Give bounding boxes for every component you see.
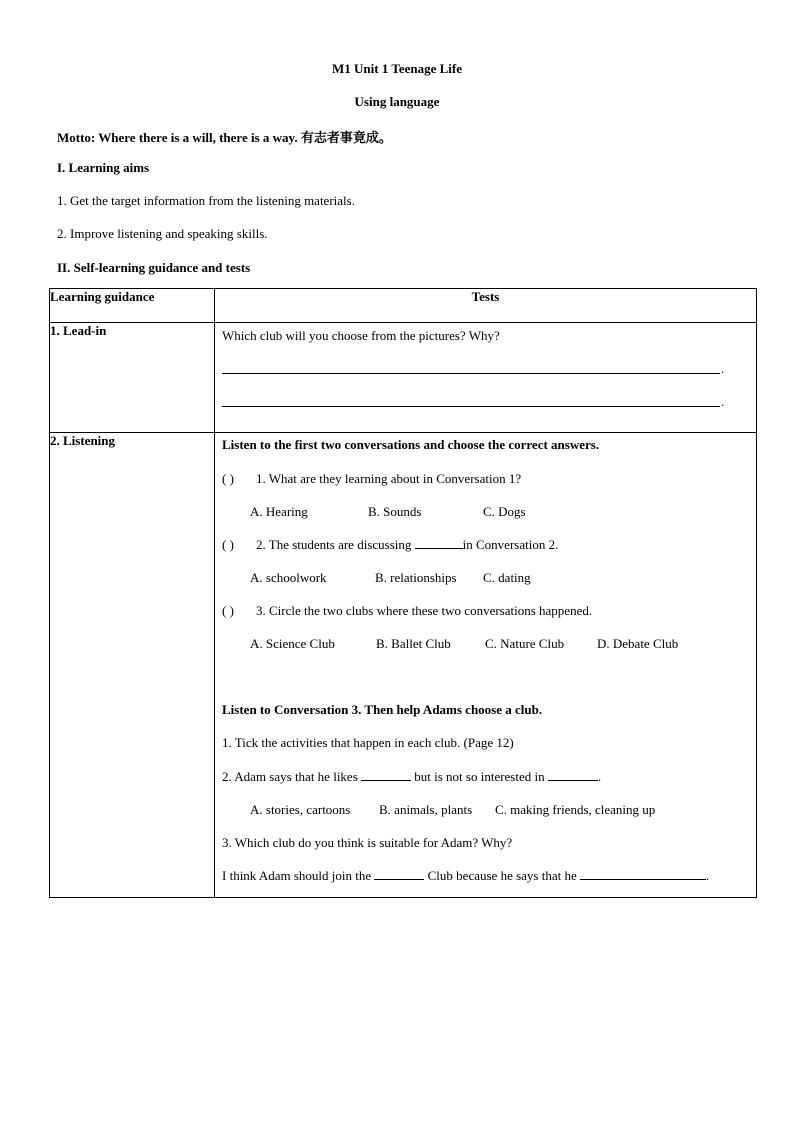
- page-title: M1 Unit 1 Teenage Life: [332, 61, 462, 76]
- q3-text: 3. Circle the two clubs where these two conversations happened.: [256, 603, 593, 618]
- q3-answer-paren[interactable]: ( ): [222, 603, 234, 618]
- table-header-row: [50, 289, 757, 323]
- aim-2: 2. Improve listening and speaking skills.: [57, 226, 268, 241]
- header-tests: Tests: [215, 289, 757, 323]
- q1-text: 1. What are they learning about in Conversation 1?: [256, 471, 522, 486]
- q2-blank[interactable]: [415, 537, 463, 549]
- task-4-text: [222, 868, 709, 884]
- answer-line-2-end: .: [721, 394, 725, 409]
- leadin-cell: [215, 323, 757, 433]
- listening-instruction-2: Listen to Conversation 3. Then help Adams choose a club.: [222, 702, 543, 717]
- task-4-after: .: [705, 868, 710, 883]
- q2-answer-paren[interactable]: ( ): [222, 537, 234, 552]
- q2-text-after: in Conversation 2.: [462, 537, 559, 552]
- task-2-option-b: B. animals, plants: [379, 802, 473, 817]
- task-2-option-a: A. stories, cartoons: [250, 802, 351, 817]
- task-3-text: 3. Which club do you think is suitable for Adam? Why?: [222, 835, 513, 850]
- q2-text-before: 2. The students are discussing: [256, 537, 415, 552]
- task-2-option-c: C. making friends, cleaning up: [495, 802, 656, 817]
- guidance-table: [49, 288, 757, 898]
- q1-option-a: A. Hearing: [250, 504, 308, 519]
- q1-option-b: B. Sounds: [368, 504, 422, 519]
- listening-label: 2. Listening: [50, 433, 215, 898]
- task-2-before: 2. Adam says that he likes: [222, 769, 362, 784]
- task-4-before: I think Adam should join the: [222, 868, 375, 883]
- q2-option-a: A. schoolwork: [250, 570, 327, 585]
- q2-option-c: C. dating: [483, 570, 531, 585]
- task-2-text: [222, 769, 601, 785]
- task-2-blank-2[interactable]: [548, 769, 598, 781]
- task-2-middle: but is not so interested in: [411, 769, 548, 784]
- q3-option-c: C. Nature Club: [485, 636, 565, 651]
- aim-1: 1. Get the target information from the listening materials.: [57, 193, 355, 208]
- listening-row: [50, 433, 757, 898]
- leadin-question: Which club will you choose from the pictures? Why?: [222, 328, 500, 343]
- section2-heading: II. Self-learning guidance and tests: [57, 260, 251, 275]
- q3-option-d: D. Debate Club: [597, 636, 679, 651]
- answer-line-1[interactable]: [222, 373, 720, 374]
- listening-cell: [215, 433, 757, 898]
- task-4-blank-2[interactable]: [580, 868, 706, 880]
- q3-option-b: B. Ballet Club: [376, 636, 451, 651]
- task-2-after: .: [597, 769, 602, 784]
- header-learning-guidance: Learning guidance: [50, 289, 215, 323]
- task-1-text: 1. Tick the activities that happen in each club. (Page 12): [222, 735, 514, 750]
- leadin-label: 1. Lead-in: [50, 323, 215, 433]
- listening-instruction-1: Listen to the first two conversations and choose the correct answers.: [222, 437, 600, 452]
- q2-text: [256, 537, 558, 553]
- q1-option-c: C. Dogs: [483, 504, 526, 519]
- answer-line-1-end: .: [721, 361, 725, 376]
- motto: Motto: Where there is a will, there is a way. 有志者事竟成。: [57, 130, 392, 145]
- task-4-blank-1[interactable]: [374, 868, 424, 880]
- leadin-row: [50, 323, 757, 433]
- task-2-blank-1[interactable]: [361, 769, 411, 781]
- answer-line-2[interactable]: [222, 406, 720, 407]
- page-subtitle: Using language: [354, 94, 440, 109]
- q2-option-b: B. relationships: [375, 570, 457, 585]
- q3-option-a: A. Science Club: [250, 636, 335, 651]
- section1-heading: I. Learning aims: [57, 160, 150, 175]
- q1-answer-paren[interactable]: ( ): [222, 471, 234, 486]
- task-4-middle: Club because he says that he: [424, 868, 580, 883]
